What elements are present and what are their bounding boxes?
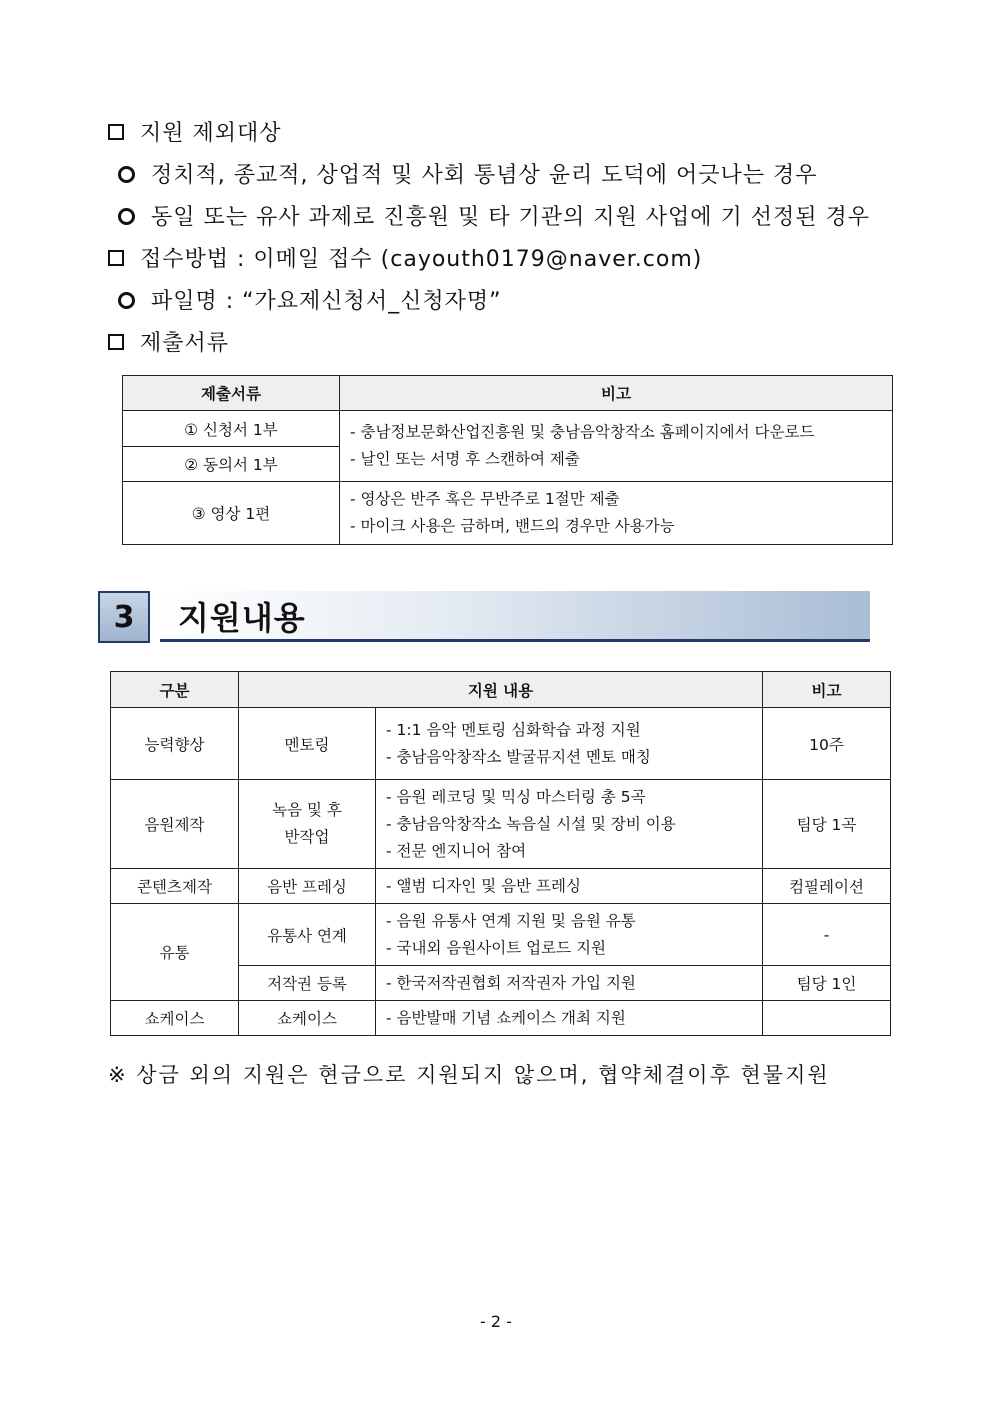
exclusion-item: 동일 또는 유사 과제로 진흥원 및 타 기관의 지원 사업에 기 선정된 경우 [118,200,870,231]
section-title: 지원내용 [178,599,306,637]
content-cell [376,904,763,966]
table-header: 비고 [763,672,891,708]
content-line: - 음원 레코딩 및 믹싱 마스터링 총 5곡 [386,787,646,806]
heading-documents: 제출서류 [108,326,229,357]
square-bullet-icon [108,124,124,140]
content-line: - 한국저작권협회 저작권자 가입 지원 [386,973,636,992]
table-row [111,708,891,780]
footnote: ※ 상금 외의 지원은 현금으로 지원되지 않으며, 협약체결이후 현물지원 [108,1063,830,1087]
note-cell [763,1001,891,1036]
content-cell [376,966,763,1001]
page-number: - 2 - [480,1312,512,1331]
content-line: - 음반발매 기념 쇼케이스 개최 지원 [386,1008,626,1027]
category-cell: 쇼케이스 [111,1001,239,1036]
table-row [111,869,891,904]
category-cell: 콘텐츠제작 [111,869,239,904]
heading-exclusion: 지원 제외대상 [108,116,282,147]
document-note-cell [340,411,893,482]
content-line: - 음원 유통사 연계 지원 및 음원 유통 [386,911,636,930]
table-header: 지원 내용 [239,672,763,708]
circle-bullet-icon [118,292,135,309]
content-cell [376,1001,763,1036]
support-table [110,671,891,1036]
content-line: - 충남음악창작소 녹음실 시설 및 장비 이용 [386,814,676,833]
content-line: - 충남음악창작소 발굴뮤지션 멘토 매칭 [386,747,651,766]
note-cell: 컴필레이션 [763,869,891,904]
circle-bullet-icon [118,166,135,183]
content-cell [376,708,763,780]
content-cell [376,780,763,869]
category-cell: 유통 [111,904,239,1001]
category-cell: 음원제작 [111,780,239,869]
document-cell: ① 신청서 1부 [123,411,340,447]
note-line: - 충남정보문화산업진흥원 및 충남음악창작소 홈페이지에서 다운로드 [350,423,815,441]
note-cell: 10주 [763,708,891,780]
table-row [111,1001,891,1036]
filename-line: 파일명 : “가요제신청서_신청자명” [118,284,501,315]
subcategory-cell: 저작권 등록 [239,966,376,1001]
category-cell: 능력향상 [111,708,239,780]
content-line: - 전문 엔지니어 참여 [386,841,527,860]
table-row [111,904,891,966]
content-line: - 앨범 디자인 및 음반 프레싱 [386,876,581,895]
section-number: 3 [98,591,150,643]
note-cell: 팀당 1곡 [763,780,891,869]
subcategory-cell: 멘토링 [239,708,376,780]
document-cell: ② 동의서 1부 [123,447,340,482]
note-cell: 팀당 1인 [763,966,891,1001]
square-bullet-icon [108,334,124,350]
note-line: - 마이크 사용은 금하며, 밴드의 경우만 사용가능 [350,517,675,535]
content-line: - 국내외 음원사이트 업로드 지원 [386,938,606,957]
heading-submission-method: 접수방법 : 이메일 접수 (cayouth0179@naver.com) [108,242,702,273]
document-note-cell [340,482,893,545]
table-row [111,780,891,869]
note-line: - 날인 또는 서명 후 스캔하여 제출 [350,450,580,468]
subcategory-cell: 음반 프레싱 [239,869,376,904]
note-cell: - [763,904,891,966]
table-header: 비고 [340,376,893,411]
subcategory-cell: 녹음 및 후반작업 [239,780,376,869]
subcategory-cell: 쇼케이스 [239,1001,376,1036]
documents-table [122,375,893,545]
note-line: - 영상은 반주 혹은 무반주로 1절만 제출 [350,490,620,508]
table-header: 구분 [111,672,239,708]
circle-bullet-icon [118,208,135,225]
table-header: 제출서류 [123,376,340,411]
document-cell: ③ 영상 1편 [123,482,340,545]
content-cell [376,869,763,904]
section-header [98,591,870,643]
exclusion-item: 정치적, 종교적, 상업적 및 사회 통념상 윤리 도덕에 어긋나는 경우 [118,158,817,189]
content-line: - 1:1 음악 멘토링 심화학습 과정 지원 [386,720,641,739]
square-bullet-icon [108,250,124,266]
subcategory-cell: 유통사 연계 [239,904,376,966]
